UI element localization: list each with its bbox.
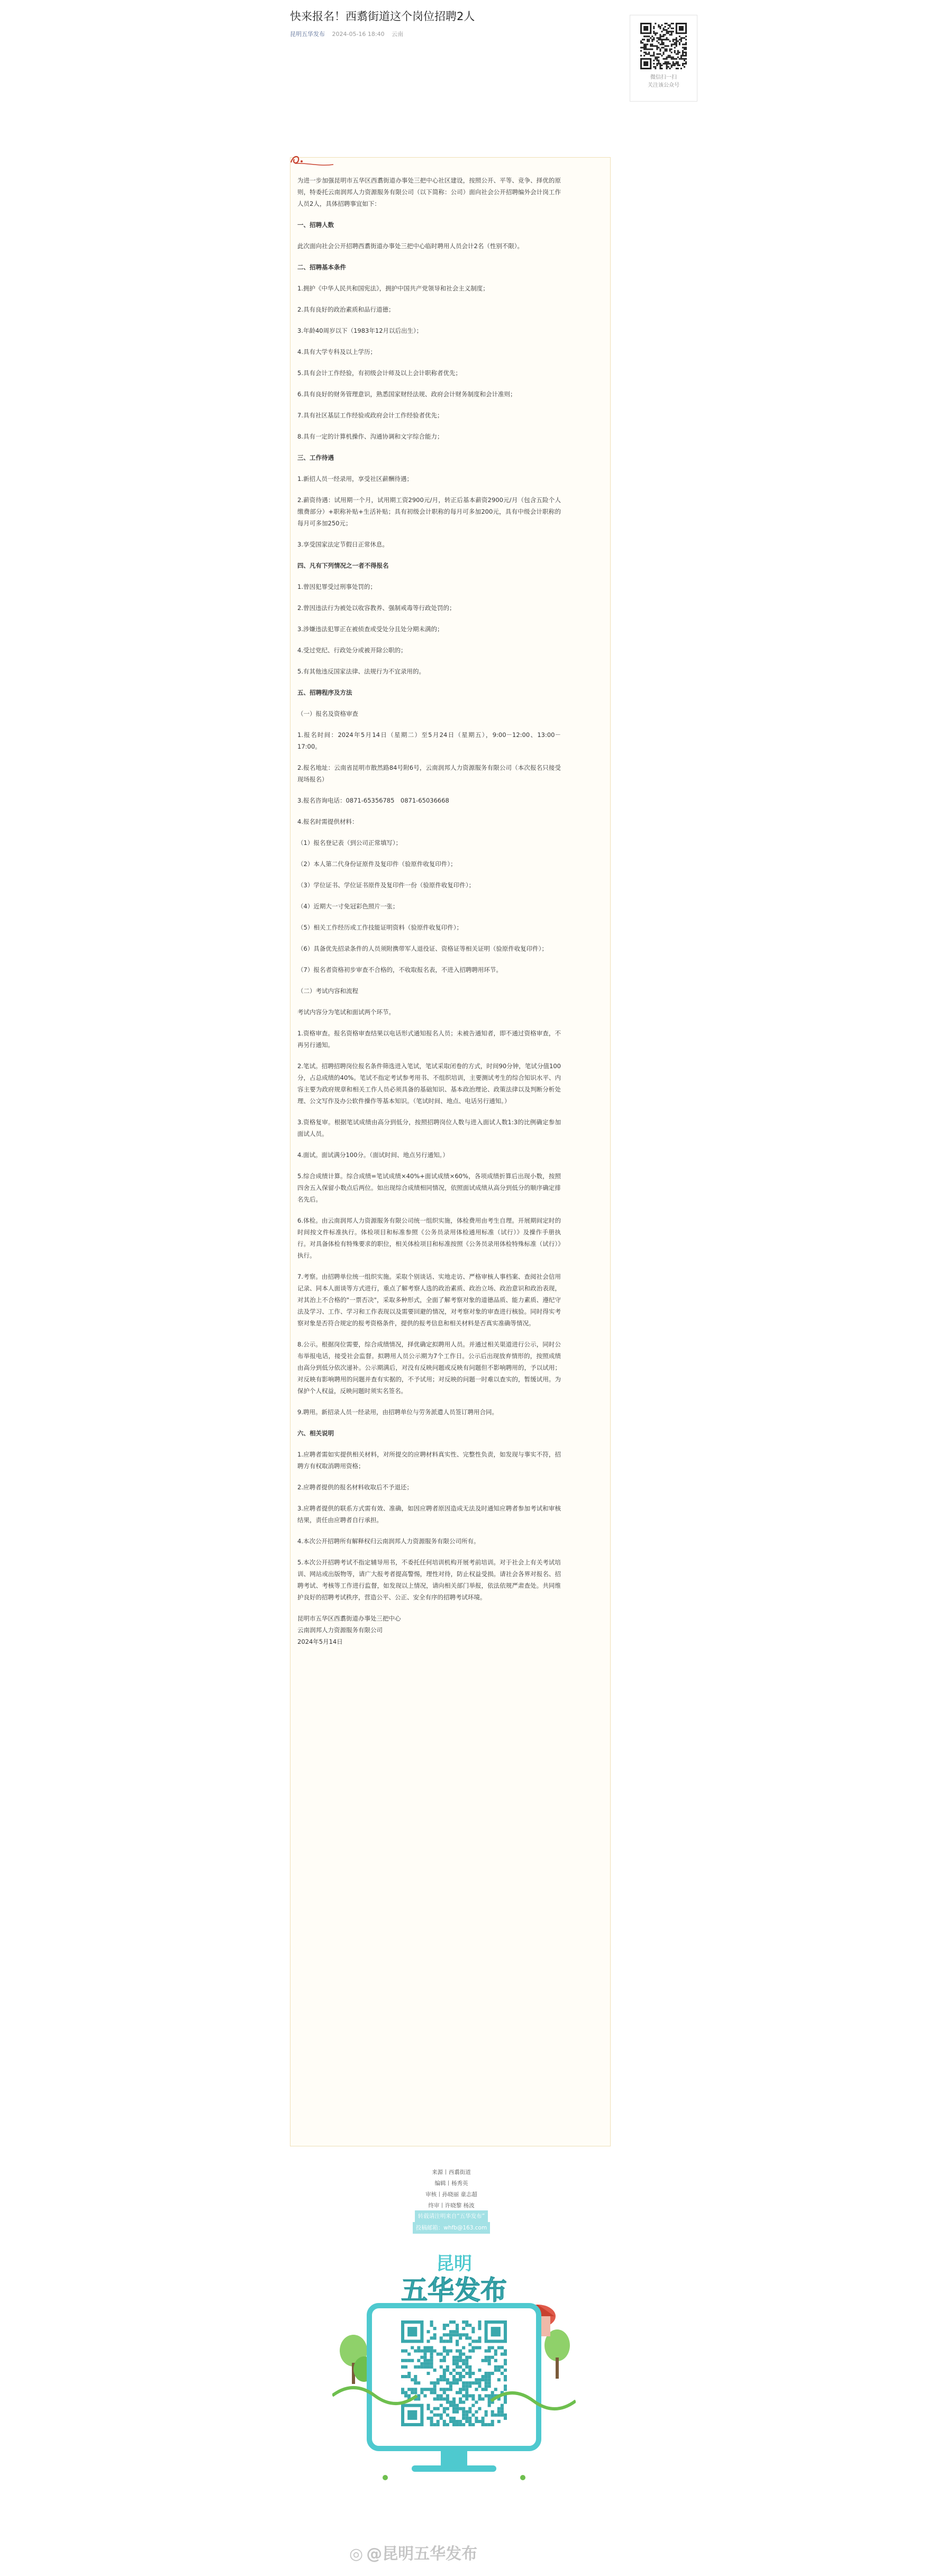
credit-line: 终审丨许晓黎 杨波	[428, 2202, 475, 2209]
notice-line: 投稿邮箱：whfb@163.com	[413, 2222, 490, 2234]
body-paragraph: （3）学位证书、学位证书原件及复印件一份（验原件收复印件）；	[297, 881, 475, 889]
body-paragraph: 2.曾因违法行为被处以收容教养、强制戒毒等行政处罚的；	[297, 604, 456, 612]
body-paragraph: 1.报名时间：2024年5月14日（星期二）至5月24日（星期五），9:00－12:00、13:00－17:00。	[297, 731, 561, 750]
body-paragraph: 2.报名地址：云南省昆明市散然路84号附6号，云南润邦人力资源服务有限公司（本次报名只接受现场报名）	[297, 764, 561, 783]
body-paragraph: 3.应聘者提供的联系方式需有效、准确，如因应聘者原因造成无法及时通知应聘者参加考试和审核结果，责任由应聘者自行承担。	[297, 1505, 561, 1524]
body-paragraph: （6）具备优先招录条件的人员须附携带军人退役证、资格证等相关证明（验原件收复印件）；	[297, 945, 548, 952]
notice-block	[290, 2210, 613, 2234]
body-paragraph: 3.资格复审。根据笔试成绩由高分到低分，按照招聘岗位人数与进入面试人数1:3的比例确定参加面试人员。	[297, 1118, 561, 1137]
credits-block	[290, 2167, 613, 2211]
section-heading: 二、招聘基本条件	[297, 263, 346, 271]
body-paragraph: 4.受过党纪、行政处分或被开除公职的；	[297, 647, 407, 654]
body-paragraph: （5）相关工作经历或工作技能证明资料（验原件收复印件）；	[297, 924, 463, 931]
body-paragraph: 6.具有良好的财务管理意识，熟悉国家财经法规、政府会计财务制度和会计准则；	[297, 390, 516, 398]
body-paragraph: （一）报名及资格审查	[297, 710, 358, 717]
body-paragraph: 6.体检。由云南润邦人力资源服务有限公司统一组织实施，体检费用由考生自理。开展期间定时的时间按文件标准执行。体检项目和标准参照《公务员录用体检通用标准（试行）》及操作手册执行。对具备体检有特殊要求的职位，相关体检项目和标准按照《公务员录用体检特殊标准（试行）》执行。	[297, 1217, 561, 1259]
body-paragraph: 2.笔试。招聘招聘岗位报名条件筛选进入笔试，笔试采取闭卷的方式，时间90分钟，笔试分值100分，占总成绩的40%。笔试不指定考试参考用书、不组织培训，主要测试考生的综合知识水平、内容主要为政府规章和相关工作人员必须具备的基础知识、基本政治理论、政策法律以及判断分析处理、公文写作及办公软件操作等基本知识。（笔试时间、地点、电话另行通知。）	[297, 1062, 561, 1105]
publish-time: 2024-05-16 18:40	[332, 31, 385, 38]
qr-caption-line2: 关注该公众号	[648, 83, 679, 88]
body-paragraph: 2.具有良好的政治素质和品行道德；	[297, 306, 395, 313]
article-meta	[290, 30, 408, 38]
credit-line: 编辑丨杨秀英	[434, 2180, 468, 2187]
qr-caption-line1: 微信扫一扫	[650, 75, 677, 80]
body-paragraph: 5.本次公开招聘考试不指定辅导用书，不委托任何培训机构开展考前培训。对于社会上有关考试培训、网站或出版物等，请广大报考者提高警惕，理性对待，防止权益受损。请社会各界对报名、招聘考试、考核等工作进行监督，如发现以上情况，请向相关部门举报，依法依规严肃查处。共同维护良好的招聘考试秩序，营造公平、公正、安全有序的招聘考试环境。	[297, 1559, 561, 1601]
qr-caption	[630, 74, 697, 89]
body-paragraph: 1.曾因犯罪受过刑事处罚的；	[297, 583, 376, 590]
article-body	[297, 175, 561, 1647]
publish-location: 云南	[392, 31, 404, 38]
brand-qr-poster	[332, 2237, 576, 2486]
body-paragraph: （4）近期大一寸免冠彩色照片一张；	[297, 903, 399, 910]
body-paragraph: （二）考试内容和流程	[297, 987, 358, 995]
signature-line: 2024年5月14日	[297, 1638, 343, 1645]
watermark-text: @昆明五华发布	[366, 2545, 478, 2563]
body-paragraph: （2）本人第二代身份证原件及复印件（验原件收复印件）；	[297, 860, 457, 868]
body-paragraph: 9.聘用。新招录人员一经录用，由招聘单位与劳务派遣人员签订聘用合同。	[297, 1408, 498, 1416]
credit-line: 审核丨孙晓丽 童志超	[425, 2191, 477, 2198]
body-paragraph: 7.具有社区基层工作经验或政府会计工作经验者优先；	[297, 412, 443, 419]
section-heading: 四、凡有下列情况之一者不得报名	[297, 562, 389, 569]
body-paragraph: （1）报名登记表（到公司正常填写）；	[297, 839, 402, 846]
body-paragraph: 4.报名时需提供材料：	[297, 818, 358, 825]
brand-title-line2: 五华发布	[401, 2275, 507, 2306]
body-paragraph: 考试内容分为笔试和面试两个环节。	[297, 1008, 395, 1016]
body-paragraph: 3.享受国家法定节假日正常休息。	[297, 541, 388, 548]
tree-icon	[544, 2329, 570, 2379]
body-paragraph: 此次面向社会公开招聘西翥街道办事处三把中心临时聘用人员会计2名（性别不限）。	[297, 242, 524, 250]
body-paragraph: 3.涉嫌违法犯罪正在被侦查或受处分且处分期未满的；	[297, 625, 443, 633]
weibo-logo-icon: ◎	[349, 2545, 364, 2563]
decorative-flourish-icon	[288, 151, 335, 169]
signature-line: 云南润邦人力资源服务有限公司	[297, 1626, 383, 1634]
section-heading: 三、工作待遇	[297, 454, 334, 461]
brand-title-line1: 昆明	[436, 2253, 472, 2274]
body-paragraph: 5.综合成绩计算。综合成绩=笔试成绩×40%+面试成绩×60%，各项成绩折算后出现小数，按照四舍五入保留小数点后两位。如出现综合成绩相同情况，依照面试成绩从高分到低分的顺序确定排名先后。	[297, 1172, 561, 1203]
body-paragraph: 2.应聘者提供的报名材料收取后不予退还；	[297, 1483, 413, 1491]
source-account-link[interactable]: 昆明五华发布	[290, 31, 325, 38]
body-paragraph: 8.具有一定的计算机操作、沟通协调和文字综合能力；	[297, 433, 443, 440]
body-paragraph: 为进一步加强昆明市五华区西翥街道办事处三把中心社区建设，按照公开、平等、竞争、择优的原则，特委托云南润邦人力资源服务有限公司（以下简称：公司）面向社会公开招聘编外会计岗工作人员2人，具体招聘事宜如下：	[297, 177, 561, 207]
body-paragraph: 4.本次公开招聘所有解释权归云南润邦人力资源服务有限公司所有。	[297, 1537, 480, 1545]
article-title: 快来报名！西翥街道这个岗位招聘2人	[290, 10, 475, 23]
body-paragraph: 3.年龄40周岁以下（1983年12月以后出生）；	[297, 327, 423, 334]
body-paragraph: 8.公示。根据岗位需要，综合成绩情况，择优确定拟聘用人员。并通过相关渠道进行公示，同时公布举报电话，接受社会监督。拟聘用人员公示期为7个工作日。公示后出现放弃情形的，按照成绩由高分到低分依次递补。公示期满后，对没有反映问题或反映有问题但不影响聘用的，予以试用；对反映有影响聘用的问题并查有实据的，不予试用；对反映的问题一时难以查实的，暂缓试用。为保护个人权益，反映问题时须实名签名。	[297, 1341, 561, 1395]
section-heading: 六、相关说明	[297, 1430, 334, 1437]
section-heading: 一、招聘人数	[297, 221, 334, 229]
weibo-watermark	[349, 2545, 571, 2564]
body-paragraph: 3.报名咨询电话：0871-65356785 0871-65036668	[297, 797, 449, 804]
body-paragraph: 1.应聘者需如实提供相关材料，对所提交的应聘材料真实性、完整性负责，如发现与事实不符，招聘方有权取消聘用资格；	[297, 1451, 561, 1470]
body-paragraph: 4.具有大学专科及以上学历；	[297, 348, 376, 356]
credit-line: 来源丨西翥街道	[432, 2169, 471, 2176]
body-paragraph: 4.面试。面试满分100分。（面试时间、地点另行通知。）	[297, 1151, 449, 1159]
body-paragraph: 2.薪资待遇：试用期一个月，试用期工资2900元/月，转正后基本薪资2900元/月（包含五险个人缴费部分）+职称补贴+生活补贴；具有初级会计职称的每月可多加200元，具有中级会计职称的每月可多加250元；	[297, 496, 561, 527]
body-paragraph: 1.拥护《中华人民共和国宪法》，拥护中国共产党领导和社会主义制度；	[297, 285, 489, 292]
body-paragraph: 5.有其他违反国家法律、法规行为不宜录用的。	[297, 668, 425, 675]
body-paragraph: （7）报名者资格初步审查不合格的，不收取报名表，不进入招聘聘用环节。	[297, 966, 502, 973]
body-paragraph: 1.新招人员一经录用，享受社区薪酬待遇；	[297, 475, 413, 483]
follow-qr-panel	[630, 15, 697, 102]
section-heading: 五、招聘程序及方法	[297, 689, 352, 696]
body-paragraph: 1.资格审查。报名资格审查结果以电话形式通知报名人员；未被告通知者，即不通过资格审查，不再另行通知。	[297, 1030, 561, 1049]
signature-line: 昆明市五华区西翥街道办事处三把中心	[297, 1615, 401, 1622]
body-paragraph: 5.具有会计工作经验，有初级会计师及以上会计职称者优先；	[297, 369, 461, 377]
qr-code-icon	[640, 23, 687, 69]
notice-line: 转载请注明来自“五华发布”	[415, 2210, 488, 2222]
body-paragraph: 7.考察。由招聘单位统一组织实施。采取个别谈话、实地走访、严格审核人事档案、查阅社会信用记录、同本人面谈等方式进行，重点了解考察人选的政治素质、政治立场、政治意识和政治表现，对其治上不合格的"一票否决"，采取多种形式，全面了解考察对象的道德品质、能力素质、遵纪守法及学习、工作、学习和工作表现以及需要回避的情况，对考察对象的审查进行核验。同时得实考察对象是否符合规定的报考资格条件，提供的报考信息和相关材料是否真实准确等情况。	[297, 1273, 561, 1327]
brand-qr-code-icon	[401, 2320, 507, 2426]
